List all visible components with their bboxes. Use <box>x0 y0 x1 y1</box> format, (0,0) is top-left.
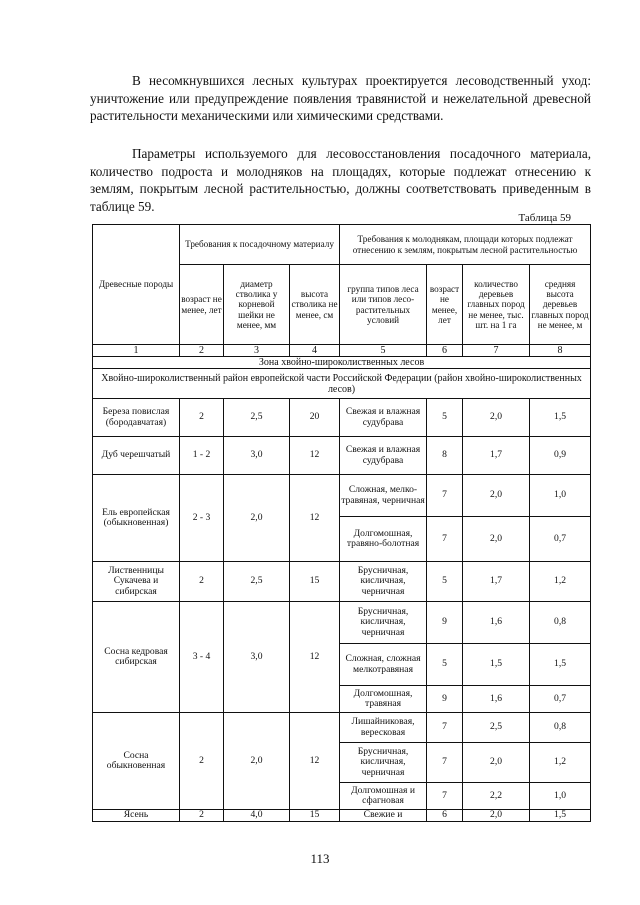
forest-type-cell: Брусничная, кисличная, черничная <box>340 562 427 602</box>
species-cell: Ясень <box>93 810 180 822</box>
avg-height-cell: 0,7 <box>530 517 591 562</box>
height-cell: 15 <box>290 562 340 602</box>
age2-cell: 7 <box>427 783 463 810</box>
age2-cell: 7 <box>427 475 463 517</box>
species-cell: Ель европейская (обыкновенная) <box>93 475 180 562</box>
age2-cell: 5 <box>427 562 463 602</box>
count-cell: 1,7 <box>463 437 530 475</box>
age2-cell: 7 <box>427 517 463 562</box>
avg-height-cell: 1,5 <box>530 644 591 686</box>
height-cell: 12 <box>290 713 340 810</box>
age2-cell: 8 <box>427 437 463 475</box>
column-number: 8 <box>530 345 591 357</box>
count-cell: 2,5 <box>463 713 530 743</box>
header-avg-height: средняя высота деревьев главных пород не менее, м <box>530 265 591 345</box>
age2-cell: 9 <box>427 686 463 713</box>
species-cell: Дуб черешчатый <box>93 437 180 475</box>
forest-type-cell: Долгомошная, травяная <box>340 686 427 713</box>
forest-type-cell: Брусничная, кисличная, черничная <box>340 602 427 644</box>
forest-type-cell: Свежие и <box>340 810 427 822</box>
forest-type-cell: Долгомошная, травяно-болотная <box>340 517 427 562</box>
forest-type-cell: Долгомошная и сфагновая <box>340 783 427 810</box>
age2-cell: 6 <box>427 810 463 822</box>
header-height: высота стволика не менее, см <box>290 265 340 345</box>
age-cell: 1 - 2 <box>180 437 224 475</box>
column-number: 7 <box>463 345 530 357</box>
header-species: Древесные породы <box>93 225 180 345</box>
count-cell: 2,2 <box>463 783 530 810</box>
header-count: количество деревьев главных пород не менее, тыс. шт. на 1 га <box>463 265 530 345</box>
age2-cell: 7 <box>427 713 463 743</box>
avg-height-cell: 1,5 <box>530 399 591 437</box>
age-cell: 3 - 4 <box>180 602 224 713</box>
species-cell: Береза повислая (бородавчатая) <box>93 399 180 437</box>
table-caption: Таблица 59 <box>518 212 571 224</box>
age-cell: 2 <box>180 810 224 822</box>
header-young-stands: Требования к молоднякам, площади которых подлежат отнесению к землям, покрытым лесной растительностью <box>340 225 591 265</box>
header-diameter: диаметр стволика у корневой шейки не менее, мм <box>224 265 290 345</box>
height-cell: 12 <box>290 602 340 713</box>
column-number: 3 <box>224 345 290 357</box>
species-cell: Сосна обыкновенная <box>93 713 180 810</box>
height-cell: 20 <box>290 399 340 437</box>
height-cell: 12 <box>290 475 340 562</box>
header-age: возраст не менее, лет <box>180 265 224 345</box>
forest-type-cell: Свежая и влажная судубрава <box>340 437 427 475</box>
count-cell: 1,6 <box>463 686 530 713</box>
count-cell: 1,7 <box>463 562 530 602</box>
count-cell: 2,0 <box>463 517 530 562</box>
count-cell: 1,5 <box>463 644 530 686</box>
age2-cell: 7 <box>427 743 463 783</box>
forest-type-cell: Сложная, мелко-травяная, черничная <box>340 475 427 517</box>
forest-type-cell: Сложная, сложная мелкотравяная <box>340 644 427 686</box>
height-cell: 12 <box>290 437 340 475</box>
header-forest-type: группа типов леса или типов лесо-растительных условий <box>340 265 427 345</box>
column-number: 4 <box>290 345 340 357</box>
forest-type-cell: Брусничная, кисличная, черничная <box>340 743 427 783</box>
height-cell: 15 <box>290 810 340 822</box>
region-row: Хвойно-широколиственный район европейской части Российской Федерации (район хвойно-широколиственных лесов) <box>93 369 591 399</box>
intro-paragraph-1: В несомкнувшихся лесных культурах проектируется лесоводственный уход: уничтожение или предупреждение появления травянистой и нежелательной древесной растительности механическими или химическими средствами. <box>90 73 591 124</box>
avg-height-cell: 0,9 <box>530 437 591 475</box>
diameter-cell: 2,0 <box>224 475 290 562</box>
count-cell: 2,0 <box>463 399 530 437</box>
avg-height-cell: 1,2 <box>530 743 591 783</box>
avg-height-cell: 1,0 <box>530 475 591 517</box>
avg-height-cell: 1,0 <box>530 783 591 810</box>
intro-paragraph-2: Параметры используемого для лесовосстановления посадочного материала, количество подроста и молодняков на площадях, которые подлежат отнесению к землям, покрытым лесной растительностью, должны соответствовать приведенным в таблице 59. <box>90 146 591 214</box>
species-cell: Лиственницы Сукачева и сибирская <box>93 562 180 602</box>
diameter-cell: 2,5 <box>224 399 290 437</box>
age2-cell: 5 <box>427 399 463 437</box>
count-cell: 2,0 <box>463 475 530 517</box>
page-number: 113 <box>310 851 330 866</box>
count-cell: 1,6 <box>463 602 530 644</box>
column-number: 6 <box>427 345 463 357</box>
column-number: 2 <box>180 345 224 357</box>
diameter-cell: 3,0 <box>224 602 290 713</box>
age-cell: 2 <box>180 562 224 602</box>
diameter-cell: 3,0 <box>224 437 290 475</box>
header-planting-material: Требования к посадочному материалу <box>180 225 340 265</box>
avg-height-cell: 0,7 <box>530 686 591 713</box>
data-table <box>92 224 591 822</box>
count-cell: 2,0 <box>463 743 530 783</box>
avg-height-cell: 1,5 <box>530 810 591 822</box>
age-cell: 2 <box>180 713 224 810</box>
zone-row: Зона хвойно-широколиственных лесов <box>93 357 591 369</box>
age-cell: 2 - 3 <box>180 475 224 562</box>
diameter-cell: 2,0 <box>224 713 290 810</box>
age-cell: 2 <box>180 399 224 437</box>
avg-height-cell: 0,8 <box>530 602 591 644</box>
avg-height-cell: 0,8 <box>530 713 591 743</box>
header-age2: возраст не менее, лет <box>427 265 463 345</box>
count-cell: 2,0 <box>463 810 530 822</box>
avg-height-cell: 1,2 <box>530 562 591 602</box>
diameter-cell: 4,0 <box>224 810 290 822</box>
column-number: 5 <box>340 345 427 357</box>
column-number: 1 <box>93 345 180 357</box>
age2-cell: 9 <box>427 602 463 644</box>
age2-cell: 5 <box>427 644 463 686</box>
forest-type-cell: Лишайниковая, вересковая <box>340 713 427 743</box>
forest-type-cell: Свежая и влажная судубрава <box>340 399 427 437</box>
diameter-cell: 2,5 <box>224 562 290 602</box>
species-cell: Сосна кедровая сибирская <box>93 602 180 713</box>
